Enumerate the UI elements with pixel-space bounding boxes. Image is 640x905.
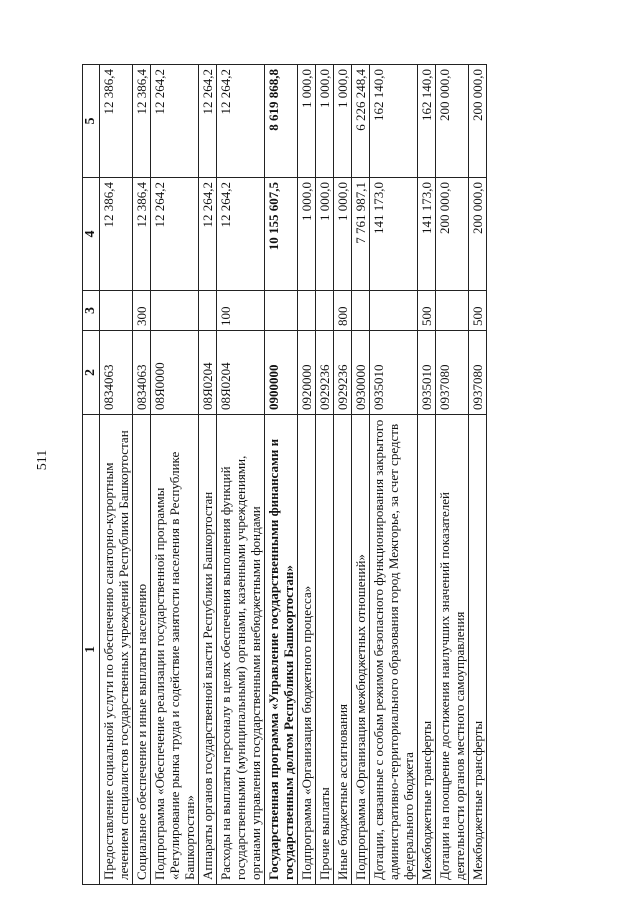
row-name-cell: Социальное обеспечение и иные выплаты населению — [133, 415, 151, 885]
row-name-cell: Расходы на выплаты персоналу в целях обеспечения выполнения функций государственными (муниципальными) органами, казенными учреждениями, органами управления государственными внебюджетными фондами — [217, 415, 265, 885]
row-value-col4: 141 173,0 — [370, 178, 418, 291]
col-header: 4 — [83, 178, 100, 291]
col-header: 1 — [83, 415, 100, 885]
table-row — [316, 65, 334, 885]
table-row — [151, 65, 199, 885]
row-code-cell: 0937080 — [436, 331, 469, 415]
table-row — [352, 65, 370, 885]
row-value-col4: 1 000,0 — [316, 178, 334, 291]
row-code-cell: 08Я0204 — [217, 331, 265, 415]
row-name-cell: Государственная программа «Управление государственными финансами и государственным долгом Республики Башкортостан» — [265, 415, 298, 885]
table-row — [100, 65, 133, 885]
budget-table-wrapper — [82, 65, 574, 885]
row-type-cell: 800 — [334, 291, 352, 331]
table-body — [100, 65, 487, 885]
row-value-col5: 12 264,2 — [217, 65, 265, 178]
row-type-cell — [151, 291, 199, 331]
row-value-col4: 7 761 987,1 — [352, 178, 370, 291]
row-type-cell — [199, 291, 217, 331]
row-code-cell: 08Я0000 — [151, 331, 199, 415]
row-value-col5: 162 140,0 — [370, 65, 418, 178]
table-row — [436, 65, 469, 885]
row-value-col4: 1 000,0 — [298, 178, 316, 291]
col-header: 5 — [83, 65, 100, 178]
table-row — [418, 65, 436, 885]
table-row — [298, 65, 316, 885]
row-value-col4: 200 000,0 — [469, 178, 487, 291]
row-value-col5: 12 386,4 — [133, 65, 151, 178]
row-name-cell: Прочие выплаты — [316, 415, 334, 885]
row-value-col5: 6 226 248,4 — [352, 65, 370, 178]
row-name-cell: Дотации на поощрение достижения наилучших значений показателей деятельности органов местного самоуправления — [436, 415, 469, 885]
row-code-cell: 0834063 — [100, 331, 133, 415]
table-row — [199, 65, 217, 885]
row-value-col4: 12 264,2 — [199, 178, 217, 291]
row-code-cell: 0930000 — [352, 331, 370, 415]
row-code-cell: 0834063 — [133, 331, 151, 415]
row-name-cell: Подпрограмма «Организация межбюджетных отношений» — [352, 415, 370, 885]
row-type-cell: 500 — [469, 291, 487, 331]
row-value-col4: 12 264,2 — [151, 178, 199, 291]
row-value-col4: 200 000,0 — [436, 178, 469, 291]
row-value-col4: 12 386,4 — [133, 178, 151, 291]
header-row — [83, 65, 100, 885]
row-name-cell: Подпрограмма «Организация бюджетного процесса» — [298, 415, 316, 885]
table-row — [265, 65, 298, 885]
row-type-cell — [298, 291, 316, 331]
row-name-cell: Иные бюджетные ассигнования — [334, 415, 352, 885]
row-code-cell: 0929236 — [334, 331, 352, 415]
row-type-cell — [316, 291, 334, 331]
row-type-cell — [352, 291, 370, 331]
row-code-cell: 0920000 — [298, 331, 316, 415]
row-value-col5: 12 264,2 — [199, 65, 217, 178]
rotated-table-area — [82, 65, 574, 885]
table-row — [370, 65, 418, 885]
row-type-cell: 500 — [418, 291, 436, 331]
row-code-cell: 0937080 — [469, 331, 487, 415]
row-type-cell — [265, 291, 298, 331]
row-value-col5: 1 000,0 — [334, 65, 352, 178]
budget-table — [82, 64, 487, 885]
table-row — [217, 65, 265, 885]
row-value-col5: 8 619 868,8 — [265, 65, 298, 178]
col-header: 2 — [83, 331, 100, 415]
row-code-cell: 0935010 — [370, 331, 418, 415]
row-type-cell — [436, 291, 469, 331]
row-name-cell: Межбюджетные трансферты — [418, 415, 436, 885]
row-value-col5: 12 386,4 — [100, 65, 133, 178]
row-code-cell: 0935010 — [418, 331, 436, 415]
table-row — [334, 65, 352, 885]
table-row — [133, 65, 151, 885]
row-value-col5: 200 000,0 — [469, 65, 487, 178]
col-header: 3 — [83, 291, 100, 331]
row-value-col4: 1 000,0 — [334, 178, 352, 291]
row-name-cell: Дотации, связанные с особым режимом безопасного функционирования закрытого административно-территориального образования город Межгорье, за счет средств федерального бюджета — [370, 415, 418, 885]
row-value-col5: 162 140,0 — [418, 65, 436, 178]
row-name-cell: Подпрограмма «Обеспечение реализации государственной программы «Регулирование рынка труда и содействие занятости населения в Республике Башкортостан» — [151, 415, 199, 885]
row-type-cell — [100, 291, 133, 331]
row-type-cell — [370, 291, 418, 331]
row-name-cell: Предоставление социальной услуги по обеспечению санаторно-курортным лечением специалистов государственных учреждений Республики Башкортостан — [100, 415, 133, 885]
row-code-cell: 08Я0204 — [199, 331, 217, 415]
row-name-cell: Межбюджетные трансферты — [469, 415, 487, 885]
row-value-col4: 10 155 607,5 — [265, 178, 298, 291]
row-value-col4: 12 386,4 — [100, 178, 133, 291]
row-code-cell: 0929236 — [316, 331, 334, 415]
row-name-cell: Аппараты органов государственной власти Республики Башкортостан — [199, 415, 217, 885]
row-value-col5: 12 264,2 — [151, 65, 199, 178]
row-value-col4: 141 173,0 — [418, 178, 436, 291]
table-row — [469, 65, 487, 885]
page-number: 511 — [35, 449, 50, 471]
row-code-cell: 0900000 — [265, 331, 298, 415]
row-value-col5: 1 000,0 — [298, 65, 316, 178]
row-type-cell: 300 — [133, 291, 151, 331]
row-value-col4: 12 264,2 — [217, 178, 265, 291]
row-value-col5: 1 000,0 — [316, 65, 334, 178]
row-type-cell: 100 — [217, 291, 265, 331]
row-value-col5: 200 000,0 — [436, 65, 469, 178]
